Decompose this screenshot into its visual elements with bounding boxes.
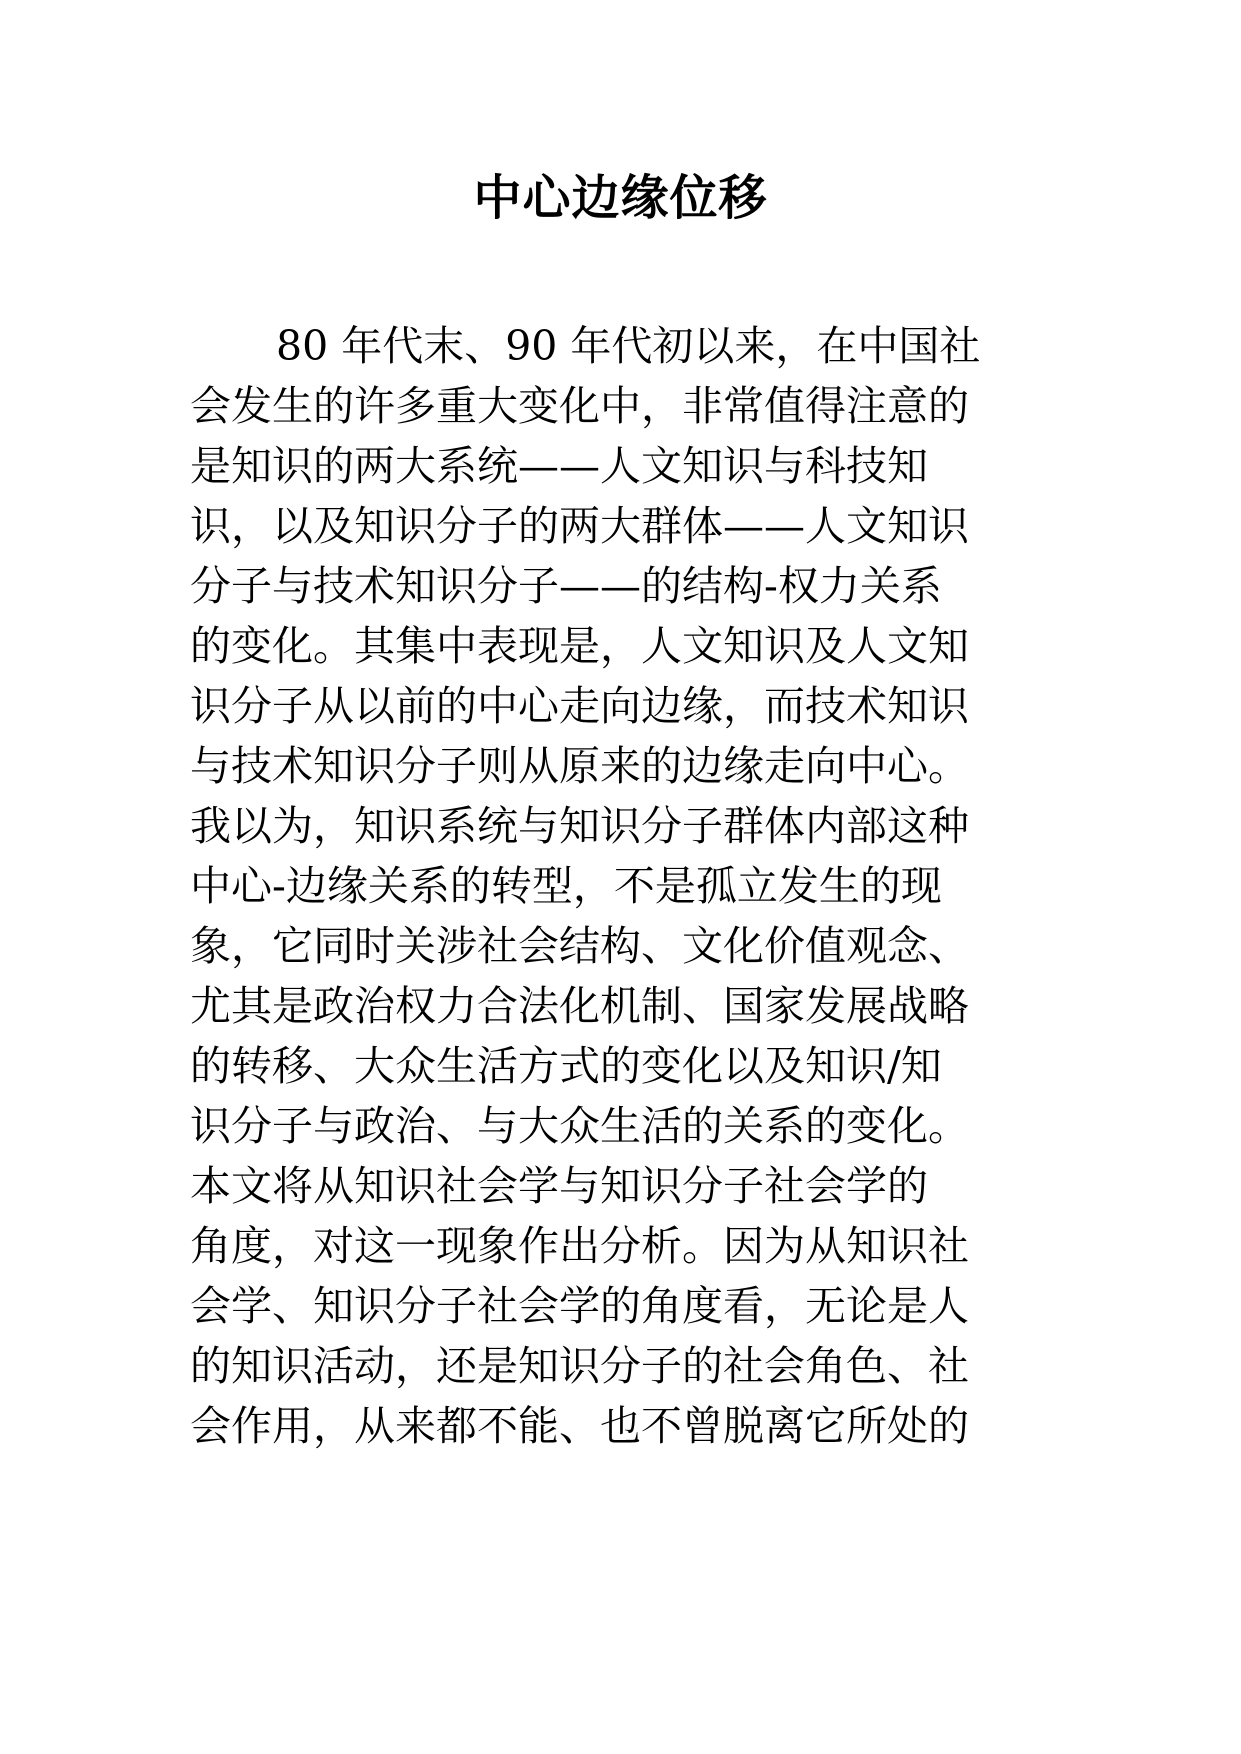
text-line: 会作用，从来都不能、也不曾脱离它所处的 [190, 1402, 969, 1450]
text-line: 识分子与政治、与大众生活的关系的变化。 [190, 1102, 969, 1150]
text-line: 的知识活动，还是知识分子的社会角色、社 [190, 1342, 969, 1390]
text-line: 尤其是政治权力合法化机制、国家发展战略 [190, 982, 969, 1030]
text-line: 80 年代末、90 年代初以来，在中国社 [276, 322, 981, 370]
text-line: 象，它同时关涉社会结构、文化价值观念、 [190, 922, 969, 970]
text-line: 中心-边缘关系的转型，不是孤立发生的现 [190, 862, 942, 910]
text-line: 的变化。其集中表现是，人文知识及人文知 [190, 622, 969, 670]
text-line: 识分子从以前的中心走向边缘，而技术知识 [190, 682, 969, 730]
text-line: 本文将从知识社会学与知识分子社会学的 [190, 1162, 928, 1210]
text-line: 识，以及知识分子的两大群体——人文知识 [190, 502, 969, 550]
text-line: 会学、知识分子社会学的角度看，无论是人 [190, 1282, 969, 1330]
text-line: 会发生的许多重大变化中，非常值得注意的 [190, 382, 969, 430]
document-title: 中心边缘位移 [473, 170, 768, 226]
text-line: 是知识的两大系统——人文知识与科技知 [190, 442, 928, 490]
text-line: 分子与技术知识分子——的结构-权力关系 [190, 562, 942, 610]
text-line: 与技术知识分子则从原来的边缘走向中心。 [190, 742, 969, 790]
text-line: 的转移、大众生活方式的变化以及知识/知 [190, 1042, 942, 1090]
document-body [190, 316, 1060, 1456]
text-line: 角度，对这一现象作出分析。因为从知识社 [190, 1222, 969, 1270]
text-line: 我以为，知识系统与知识分子群体内部这种 [190, 802, 969, 850]
